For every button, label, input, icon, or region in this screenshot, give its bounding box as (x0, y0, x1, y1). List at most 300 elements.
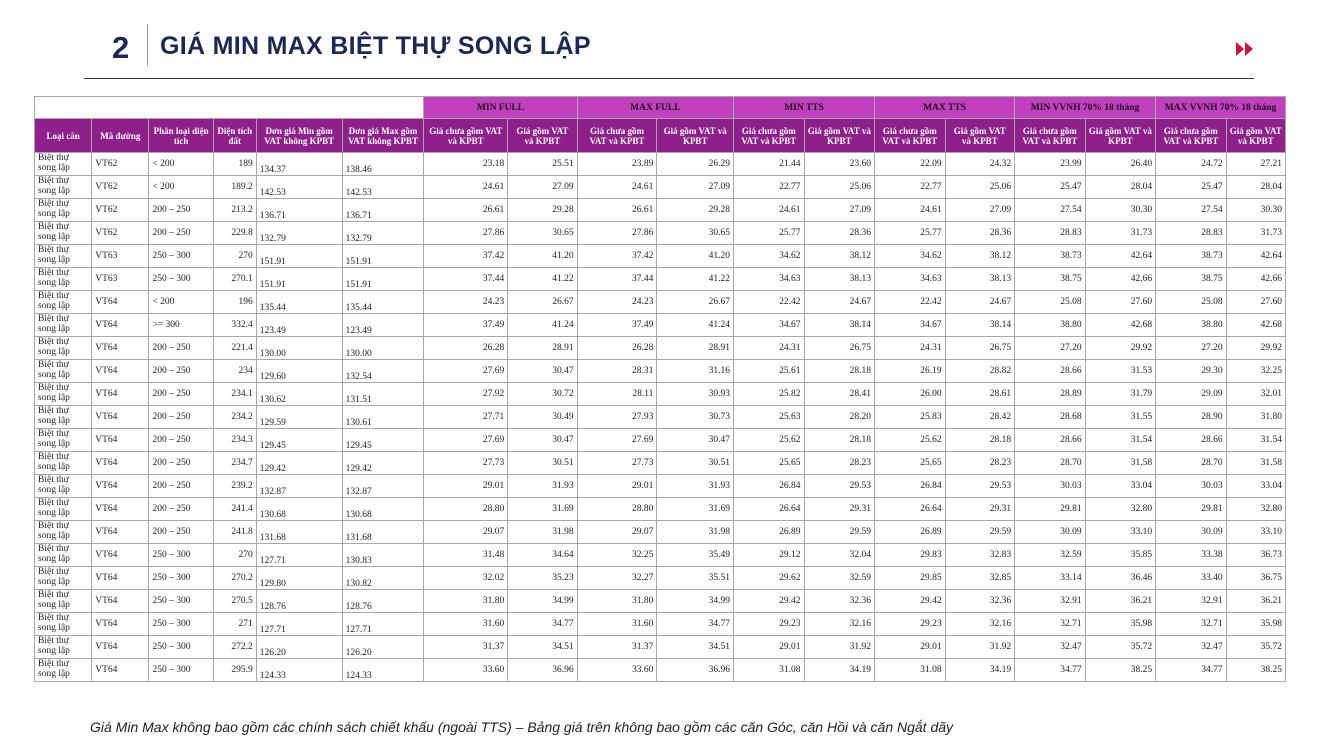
table-cell: 35.72 (1085, 636, 1156, 659)
table-cell: 29.31 (804, 498, 875, 521)
table-cell: 29.92 (1226, 337, 1285, 360)
table-cell: 130.82 (342, 567, 424, 590)
table-cell: 32.85 (945, 567, 1015, 590)
group-header-row (35, 97, 1286, 119)
table-row (35, 222, 1286, 245)
column-header: Đơn giá Max gồm VAT không KPBT (342, 119, 424, 153)
table-row (35, 613, 1286, 636)
table-row (35, 360, 1286, 383)
table-cell: 31.08 (875, 659, 946, 682)
table-cell: 38.73 (1156, 245, 1227, 268)
table-cell: 34.62 (875, 245, 946, 268)
table-cell: 32.16 (945, 613, 1015, 636)
table-cell: 31.58 (1226, 452, 1285, 475)
table-row (35, 176, 1286, 199)
table-cell: 33.60 (424, 659, 508, 682)
table-cell: 37.49 (577, 314, 657, 337)
table-cell: 42.68 (1226, 314, 1285, 337)
table-cell: 28.70 (1015, 452, 1086, 475)
table-cell: 25.62 (875, 429, 946, 452)
table-cell: 34.77 (508, 613, 577, 636)
double-chevron-right-icon[interactable] (1236, 42, 1254, 56)
table-cell: VT62 (92, 199, 149, 222)
table-cell: 29.01 (577, 475, 657, 498)
table-cell: 25.83 (875, 406, 946, 429)
table-cell: 34.63 (875, 268, 946, 291)
table-cell: 29.81 (1015, 498, 1086, 521)
table-cell: 25.63 (734, 406, 805, 429)
table-cell: 23.89 (577, 153, 657, 176)
column-header: Giá gồm VAT và KPBT (804, 119, 875, 153)
table-cell: 234.1 (213, 383, 256, 406)
table-cell: 130.68 (342, 498, 424, 521)
table-cell: 26.75 (804, 337, 875, 360)
table-cell: VT64 (92, 498, 149, 521)
table-cell: 32.71 (1015, 613, 1086, 636)
table-cell: Biệt thự song lập (35, 659, 92, 682)
table-cell: 31.80 (1226, 406, 1285, 429)
table-cell: 31.16 (657, 360, 734, 383)
table-cell: 132.87 (256, 475, 342, 498)
table-cell: Biệt thự song lập (35, 590, 92, 613)
table-cell: 234.2 (213, 406, 256, 429)
column-header: Diện tích đất (213, 119, 256, 153)
table-cell: 31.93 (508, 475, 577, 498)
table-cell: VT64 (92, 452, 149, 475)
table-cell: 31.54 (1226, 429, 1285, 452)
table-cell: 31.69 (508, 498, 577, 521)
table-cell: 27.60 (1085, 291, 1156, 314)
table-cell: 29.01 (875, 636, 946, 659)
table-cell: 38.14 (945, 314, 1015, 337)
table-cell: 25.47 (1015, 176, 1086, 199)
table-cell: 26.75 (945, 337, 1015, 360)
group-header: MIN TTS (734, 97, 875, 119)
table-cell: 38.12 (945, 245, 1015, 268)
table-cell: 27.69 (424, 360, 508, 383)
table-cell: 131.51 (342, 383, 424, 406)
table-cell: 151.91 (256, 268, 342, 291)
table-cell: 28.83 (1156, 222, 1227, 245)
table-cell: 135.44 (342, 291, 424, 314)
table-cell: 22.77 (875, 176, 946, 199)
table-cell: 24.32 (945, 153, 1015, 176)
table-cell: 41.20 (657, 245, 734, 268)
table-cell: VT64 (92, 429, 149, 452)
table-cell: 28.04 (1085, 176, 1156, 199)
table-cell: 38.25 (1085, 659, 1156, 682)
table-cell: 28.18 (945, 429, 1015, 452)
table-cell: 30.30 (1085, 199, 1156, 222)
table-cell: 25.08 (1015, 291, 1086, 314)
table-cell: 24.61 (875, 199, 946, 222)
table-cell: 36.96 (508, 659, 577, 682)
table-cell: 151.91 (342, 245, 424, 268)
table-cell: 42.66 (1226, 268, 1285, 291)
table-row (35, 659, 1286, 682)
table-cell: 42.68 (1085, 314, 1156, 337)
table-cell: 23.18 (424, 153, 508, 176)
table-cell: 129.45 (256, 429, 342, 452)
table-cell: 32.16 (804, 613, 875, 636)
table-cell: 29.23 (875, 613, 946, 636)
table-cell: Biệt thự song lập (35, 613, 92, 636)
table-cell: Biệt thự song lập (35, 337, 92, 360)
table-cell: 130.62 (256, 383, 342, 406)
table-cell: 38.25 (1226, 659, 1285, 682)
table-cell: 31.37 (577, 636, 657, 659)
table-cell: 38.80 (1156, 314, 1227, 337)
table-row (35, 406, 1286, 429)
table-cell: 31.80 (577, 590, 657, 613)
table-cell: Biệt thự song lập (35, 199, 92, 222)
table-cell: VT64 (92, 406, 149, 429)
table-cell: 36.21 (1085, 590, 1156, 613)
table-cell: 142.53 (256, 176, 342, 199)
table-cell: 131.68 (342, 521, 424, 544)
table-cell: 42.64 (1226, 245, 1285, 268)
table-cell: VT63 (92, 268, 149, 291)
table-cell: 28.23 (945, 452, 1015, 475)
table-cell: 127.71 (342, 613, 424, 636)
table-cell: 38.14 (804, 314, 875, 337)
table-cell: < 200 (149, 291, 213, 314)
table-cell: 36.75 (1226, 567, 1285, 590)
table-cell: 28.31 (577, 360, 657, 383)
table-cell: 130.83 (342, 544, 424, 567)
table-cell: VT64 (92, 567, 149, 590)
table-cell: 129.45 (342, 429, 424, 452)
table-cell: 250 – 300 (149, 544, 213, 567)
table-cell: 30.72 (508, 383, 577, 406)
table-cell: Biệt thự song lập (35, 268, 92, 291)
table-cell: 270 (213, 245, 256, 268)
table-cell: 34.51 (657, 636, 734, 659)
table-cell: VT64 (92, 337, 149, 360)
table-cell: 200 – 250 (149, 383, 213, 406)
column-header: Giá chưa gồm VAT và KPBT (577, 119, 657, 153)
table-cell: Biệt thự song lập (35, 406, 92, 429)
table-cell: VT64 (92, 636, 149, 659)
table-cell: 241.8 (213, 521, 256, 544)
table-cell: 25.82 (734, 383, 805, 406)
table-cell: 31.80 (424, 590, 508, 613)
table-cell: 24.67 (945, 291, 1015, 314)
table-cell: 130.00 (256, 337, 342, 360)
table-row (35, 521, 1286, 544)
table-cell: 31.79 (1085, 383, 1156, 406)
table-cell: 29.53 (945, 475, 1015, 498)
table-cell: 34.67 (734, 314, 805, 337)
table-cell: VT64 (92, 613, 149, 636)
table-cell: 32.80 (1226, 498, 1285, 521)
table-cell: 27.20 (1015, 337, 1086, 360)
table-cell: 30.47 (657, 429, 734, 452)
table-cell: Biệt thự song lập (35, 521, 92, 544)
table-cell: 31.98 (508, 521, 577, 544)
table-cell: 26.64 (734, 498, 805, 521)
table-cell: 250 – 300 (149, 636, 213, 659)
table-cell: 24.31 (734, 337, 805, 360)
table-cell: 30.73 (657, 406, 734, 429)
table-cell: 32.59 (804, 567, 875, 590)
table-cell: 27.09 (508, 176, 577, 199)
table-cell: 36.21 (1226, 590, 1285, 613)
section-number: 2 (112, 30, 130, 65)
table-row (35, 291, 1286, 314)
table-cell: 250 – 300 (149, 245, 213, 268)
table-cell: 250 – 300 (149, 659, 213, 682)
table-cell: 28.36 (804, 222, 875, 245)
table-cell: 31.73 (1226, 222, 1285, 245)
table-cell: 31.08 (734, 659, 805, 682)
column-header: Giá chưa gồm VAT và KPBT (1015, 119, 1086, 153)
column-header: Giá chưa gồm VAT và KPBT (1156, 119, 1227, 153)
table-cell: 33.38 (1156, 544, 1227, 567)
group-header: MAX VVNH 70% 18 tháng (1156, 97, 1286, 119)
table-cell: 32.91 (1015, 590, 1086, 613)
table-row (35, 429, 1286, 452)
table-cell: 26.40 (1085, 153, 1156, 176)
table-cell: 23.60 (804, 153, 875, 176)
table-cell: 25.62 (734, 429, 805, 452)
table-cell: 200 – 250 (149, 498, 213, 521)
table-cell: 22.77 (734, 176, 805, 199)
table-cell: 24.31 (875, 337, 946, 360)
table-cell: 200 – 250 (149, 222, 213, 245)
table-cell: 30.47 (508, 360, 577, 383)
table-cell: 41.22 (508, 268, 577, 291)
table-cell: 29.31 (945, 498, 1015, 521)
table-cell: 129.80 (256, 567, 342, 590)
table-cell: 132.79 (256, 222, 342, 245)
table-cell: 213.2 (213, 199, 256, 222)
table-cell: 250 – 300 (149, 590, 213, 613)
table-cell: 34.19 (945, 659, 1015, 682)
table-cell: 151.91 (342, 268, 424, 291)
table-cell: 30.65 (657, 222, 734, 245)
table-cell: 35.85 (1085, 544, 1156, 567)
table-cell: VT64 (92, 314, 149, 337)
table-cell: 41.24 (657, 314, 734, 337)
table-cell: 28.80 (577, 498, 657, 521)
table-cell: >= 300 (149, 314, 213, 337)
table-cell: 128.76 (256, 590, 342, 613)
table-cell: 34.67 (875, 314, 946, 337)
table-cell: VT64 (92, 383, 149, 406)
table-cell: 129.42 (256, 452, 342, 475)
table-cell: 38.73 (1015, 245, 1086, 268)
table-cell: 32.02 (424, 567, 508, 590)
table-cell: VT64 (92, 291, 149, 314)
table-cell: Biệt thự song lập (35, 567, 92, 590)
table-cell: 42.66 (1085, 268, 1156, 291)
table-cell: 28.66 (1015, 360, 1086, 383)
table-cell: 28.20 (804, 406, 875, 429)
table-cell: 31.58 (1085, 452, 1156, 475)
table-cell: 189 (213, 153, 256, 176)
table-cell: 27.09 (657, 176, 734, 199)
page-header (0, 0, 1320, 80)
table-cell: Biệt thự song lập (35, 475, 92, 498)
table-cell: 27.92 (424, 383, 508, 406)
table-cell: 151.91 (256, 245, 342, 268)
table-cell: 28.68 (1015, 406, 1086, 429)
table-cell: 26.67 (657, 291, 734, 314)
table-cell: 35.98 (1085, 613, 1156, 636)
table-body (35, 153, 1286, 682)
table-cell: 41.20 (508, 245, 577, 268)
table-cell: 239.2 (213, 475, 256, 498)
table-cell: 34.63 (734, 268, 805, 291)
table-cell: 29.09 (1156, 383, 1227, 406)
table-cell: 27.54 (1156, 199, 1227, 222)
table-cell: 270.2 (213, 567, 256, 590)
table-cell: 200 – 250 (149, 475, 213, 498)
table-cell: 32.59 (1015, 544, 1086, 567)
table-cell: 28.80 (424, 498, 508, 521)
table-cell: 189.2 (213, 176, 256, 199)
table-cell: 28.61 (945, 383, 1015, 406)
table-cell: 27.71 (424, 406, 508, 429)
footnote: Giá Min Max không bao gồm các chính sách chiết khấu (ngoài TTS) – Bảng giá trên không bao gồm các căn Góc, căn Hồi và căn Ngắt dãy (90, 719, 954, 735)
table-cell: 28.18 (804, 360, 875, 383)
table-cell: 129.60 (256, 360, 342, 383)
table-cell: 128.76 (342, 590, 424, 613)
table-cell: 31.98 (657, 521, 734, 544)
table-cell: 26.67 (508, 291, 577, 314)
table-cell: 29.01 (424, 475, 508, 498)
table-cell: 131.68 (256, 521, 342, 544)
table-cell: 34.51 (508, 636, 577, 659)
table-cell: 28.18 (804, 429, 875, 452)
table-cell: 28.36 (945, 222, 1015, 245)
table-cell: 27.69 (424, 429, 508, 452)
table-cell: VT62 (92, 153, 149, 176)
table-cell: Biệt thự song lập (35, 291, 92, 314)
table-cell: 27.93 (577, 406, 657, 429)
table-cell: VT62 (92, 222, 149, 245)
table-cell: VT64 (92, 544, 149, 567)
table-cell: 30.09 (1015, 521, 1086, 544)
table-cell: 138.46 (342, 153, 424, 176)
table-cell: < 200 (149, 176, 213, 199)
column-header: Giá gồm VAT và KPBT (657, 119, 734, 153)
table-cell: 35.98 (1226, 613, 1285, 636)
table-cell: 200 – 250 (149, 406, 213, 429)
table-cell: 34.77 (1156, 659, 1227, 682)
table-cell: 127.71 (256, 613, 342, 636)
table-cell: 27.86 (577, 222, 657, 245)
table-cell: Biệt thự song lập (35, 222, 92, 245)
table-cell: 123.49 (256, 314, 342, 337)
table-cell: < 200 (149, 153, 213, 176)
table-cell: 24.72 (1156, 153, 1227, 176)
table-cell: 30.65 (508, 222, 577, 245)
table-cell: 132.79 (342, 222, 424, 245)
table-cell: 29.62 (734, 567, 805, 590)
table-cell: 31.69 (657, 498, 734, 521)
table-cell: 28.82 (945, 360, 1015, 383)
table-cell: 28.66 (1015, 429, 1086, 452)
table-cell: 31.60 (424, 613, 508, 636)
table-cell: 26.00 (875, 383, 946, 406)
table-cell: 250 – 300 (149, 613, 213, 636)
table-cell: 32.80 (1085, 498, 1156, 521)
table-cell: 30.51 (508, 452, 577, 475)
table-cell: 30.09 (1156, 521, 1227, 544)
table-cell: 30.03 (1015, 475, 1086, 498)
group-header: MIN FULL (424, 97, 577, 119)
table-cell: 38.13 (804, 268, 875, 291)
table-cell: 234.3 (213, 429, 256, 452)
table-row (35, 567, 1286, 590)
table-row (35, 498, 1286, 521)
table-cell: 27.73 (424, 452, 508, 475)
group-header-spacer (35, 97, 424, 119)
table-cell: 29.92 (1085, 337, 1156, 360)
table-cell: 200 – 250 (149, 521, 213, 544)
table-cell: 33.14 (1015, 567, 1086, 590)
table-cell: 27.20 (1156, 337, 1227, 360)
table-cell: 26.29 (657, 153, 734, 176)
table-cell: 33.04 (1085, 475, 1156, 498)
table-cell: Biệt thự song lập (35, 360, 92, 383)
table-cell: Biệt thự song lập (35, 636, 92, 659)
table-cell: 38.75 (1015, 268, 1086, 291)
table-cell: 129.42 (342, 452, 424, 475)
table-cell: 25.77 (875, 222, 946, 245)
table-cell: Biệt thự song lập (35, 314, 92, 337)
table-cell: 29.07 (577, 521, 657, 544)
table-cell: 130.61 (342, 406, 424, 429)
table-cell: 36.73 (1226, 544, 1285, 567)
table-cell: 31.73 (1085, 222, 1156, 245)
table-cell: 24.67 (804, 291, 875, 314)
table-cell: 32.47 (1015, 636, 1086, 659)
table-row (35, 475, 1286, 498)
table-cell: 36.96 (657, 659, 734, 682)
table-cell: 24.61 (424, 176, 508, 199)
table-row (35, 268, 1286, 291)
table-cell: Biệt thự song lập (35, 153, 92, 176)
table-cell: 29.12 (734, 544, 805, 567)
table-cell: 32.71 (1156, 613, 1227, 636)
table-cell: 33.10 (1085, 521, 1156, 544)
table-cell: VT62 (92, 176, 149, 199)
table-cell: 250 – 300 (149, 567, 213, 590)
price-table (34, 96, 1286, 682)
table-cell: 27.09 (804, 199, 875, 222)
table-cell: 34.19 (804, 659, 875, 682)
table-cell: 27.60 (1226, 291, 1285, 314)
table-cell: 33.40 (1156, 567, 1227, 590)
table-cell: Biệt thự song lập (35, 245, 92, 268)
table-cell: 35.72 (1226, 636, 1285, 659)
table-cell: 21.44 (734, 153, 805, 176)
table-cell: 26.61 (424, 199, 508, 222)
table-cell: 22.42 (734, 291, 805, 314)
table-cell: 130.00 (342, 337, 424, 360)
table-cell: 25.51 (508, 153, 577, 176)
table-cell: 123.49 (342, 314, 424, 337)
table-cell: 27.73 (577, 452, 657, 475)
table-cell: 33.04 (1226, 475, 1285, 498)
column-header: Phân loại diện tích (149, 119, 213, 153)
table-cell: 29.85 (875, 567, 946, 590)
table-cell: VT64 (92, 475, 149, 498)
table-cell: 30.03 (1156, 475, 1227, 498)
